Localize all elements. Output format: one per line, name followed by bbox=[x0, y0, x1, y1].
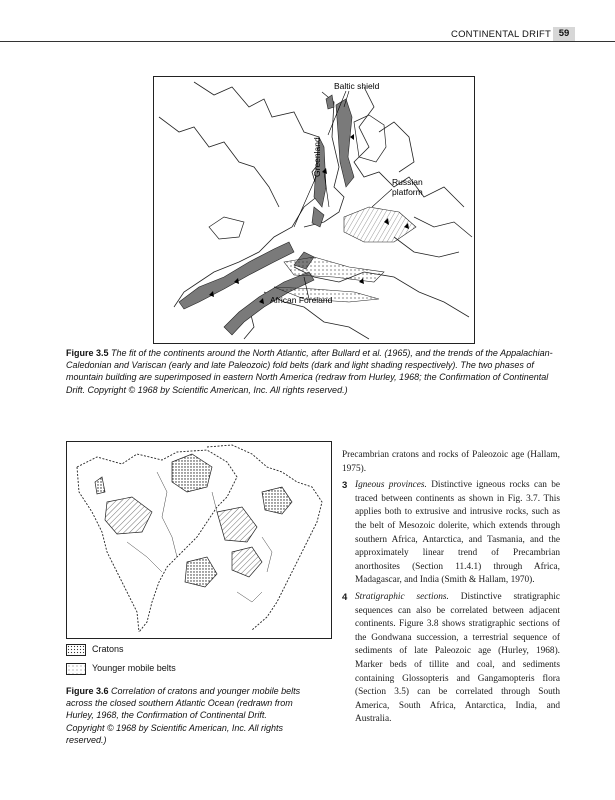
running-head-title: CONTINENTAL DRIFT bbox=[451, 29, 551, 40]
list-item-title: Stratigraphic sections. bbox=[355, 591, 449, 602]
label-greenland: Greenland bbox=[312, 137, 322, 177]
intro-paragraph: Precambrian cratons and rocks of Paleozoic age (Hallam, 1975). bbox=[342, 450, 560, 474]
cratons bbox=[95, 454, 292, 587]
label-african-foreland: African Foreland bbox=[270, 295, 333, 305]
figure-3-6-legend bbox=[66, 643, 266, 681]
page-number: 59 bbox=[553, 27, 575, 41]
label-russian-platform-1: Russian bbox=[392, 177, 423, 187]
figure-3-5-caption-text: The fit of the continents around the North Atlantic, after Bullard et al. (1965), and the trends of the Appalachian-Caledonian and Variscan (early and late Paleozoic) fold belts (dark and light shading respectively). The two phases of mountain building are superimposed in eastern North America (redraw from Hurley, 1968; the Confirmation of Continental Drift. Copyright © 1968 by Scientific American, Inc. All rights reserved.) bbox=[66, 348, 553, 395]
list-number: 4 bbox=[342, 591, 348, 603]
label-baltic-shield: Baltic shield bbox=[334, 81, 380, 91]
list-item bbox=[342, 479, 560, 588]
list-item bbox=[342, 591, 560, 727]
list-item-text: Distinctive stratigraphic sequences can also be correlated between adjacent continents. Figure 3.8 shows stratigraphic sections of the Gondwana succession, a terrestrial sequence of sediments of late Paleozoic age (Hurley, 1968). Marker beds of tillite and coal, and sediments containing Glossopteris and Gangamopteris flora (Section 3.5) can be correlated through South America, South Africa, Antarctica, India, and Australia. bbox=[355, 591, 560, 725]
header-rule bbox=[0, 41, 615, 42]
figure-3-5-label: Figure 3.5 bbox=[66, 348, 109, 358]
figure-3-6-caption bbox=[66, 685, 306, 746]
label-russian-platform-2: platform bbox=[392, 187, 423, 197]
list-item-title: Igneous provinces. bbox=[355, 480, 427, 491]
list-number: 3 bbox=[342, 480, 348, 492]
running-head bbox=[0, 27, 615, 47]
legend-label-cratons: Cratons bbox=[92, 644, 124, 654]
figure-3-5-caption bbox=[66, 347, 560, 396]
body-text-column bbox=[342, 449, 560, 727]
legend-label-mobile-belts: Younger mobile belts bbox=[92, 663, 176, 673]
figure-3-6-map bbox=[66, 441, 332, 639]
list-item-text: Distinctive igneous rocks can be traced between continents as shown in Fig. 3.7. This applies both to extrusive and intrusive rocks, such as the belt of Mesozoic dolerite, which extends through southern Africa, Antarctica, and Tasmania, and the approximately linear trend of Precambrian anorthosites (Section 11.4.1) through Africa, Madagascar, and India (Smith & Hallam, 1970). bbox=[355, 480, 560, 586]
figure-3-5-map bbox=[153, 76, 475, 344]
legend-item-cratons bbox=[66, 643, 266, 658]
mobile-belts-swatch-icon bbox=[66, 663, 86, 675]
cratons-swatch-icon bbox=[66, 644, 86, 656]
legend-item-mobile-belts bbox=[66, 662, 266, 677]
figure-3-6-caption-text: Correlation of cratons and younger mobile belts across the closed southern Atlantic Ocean (redrawn from Hurley, 1968, the Confirmation of Continental Drift. Copyright © 1968 by Scientific American, Inc. All rights reserved.) bbox=[66, 686, 301, 745]
figure-3-6-label: Figure 3.6 bbox=[66, 686, 109, 696]
